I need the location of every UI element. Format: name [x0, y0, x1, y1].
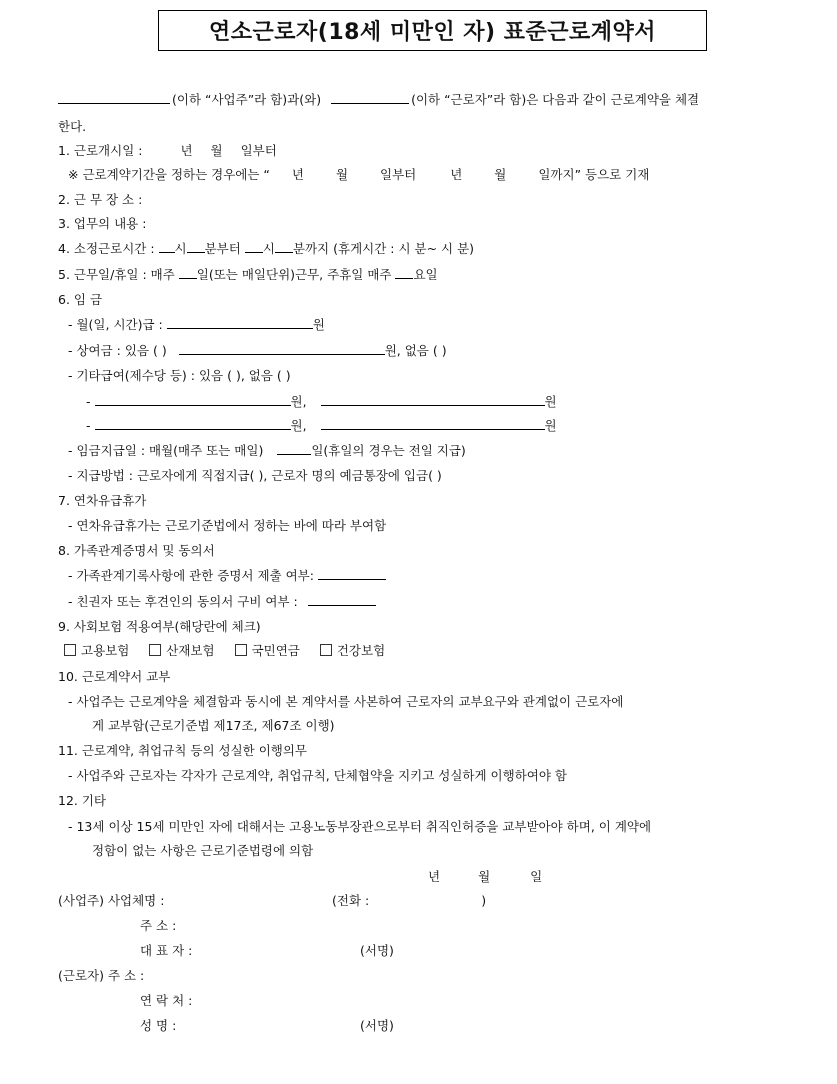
note-from: 일부터: [380, 167, 417, 182]
month-label: 월: [210, 143, 223, 158]
section-11-text: - 사업주와 근로자는 각자가 근로계약, 취업규칙, 단체협약을 지키고 성실하게 이행하여야 함: [68, 768, 567, 783]
intro-line-2: 한다.: [58, 119, 87, 134]
employer-name-label: (사업주) 사업체명 :: [58, 893, 165, 908]
national-pension-label: 국민연금: [251, 643, 300, 658]
section-1-note: [68, 165, 649, 183]
phone-close-paren: ): [481, 893, 487, 908]
section-9: 9. 사회보험 적용여부(해당란에 체크): [58, 619, 261, 634]
note-month-1: 월: [335, 167, 349, 182]
document-title: 연소근로자(18세 미만인 자) 표준근로계약서: [158, 10, 707, 51]
employer-blank[interactable]: [58, 91, 170, 104]
section-4: [58, 239, 474, 257]
date-month-label: 월: [478, 869, 491, 884]
pay-day-label: - 임금지급일 : 매월(매주 또는 매일): [68, 443, 264, 458]
section-10-text-1: - 사업주는 근로계약을 체결함과 동시에 본 계약서를 사본하여 근로자의 교부요구와 관계없이 근로자에: [68, 694, 624, 709]
section-7: 7. 연차유급휴가: [58, 493, 147, 508]
worker-address-label: (근로자) 주 소 :: [58, 968, 145, 983]
other-pay-blank-2[interactable]: [321, 393, 545, 406]
section-3: 3. 업무의 내용 :: [58, 216, 147, 231]
work-hours-label: 4. 소정근로시간 :: [58, 241, 155, 256]
hour-label-2: 시: [262, 241, 275, 256]
pay-method-row: - 지급방법 : 근로자에게 직접지급( ), 근로자 명의 예금통장에 입금( ): [68, 468, 442, 483]
family-cert-label: - 가족관계기록사항에 관한 증명서 제출 여부:: [68, 568, 314, 583]
bonus-row: [68, 341, 447, 359]
dash-1: -: [86, 394, 91, 409]
family-cert-row: [68, 566, 386, 584]
section-10-text-2: 게 교부함(근로기준법 제17조, 제67조 이행): [92, 718, 335, 733]
section-8: 8. 가족관계증명서 및 동의서: [58, 543, 215, 558]
contract-date: [428, 867, 542, 885]
health-insurance-label: 건강보험: [336, 643, 386, 658]
consent-label: - 친권자 또는 후견인의 동의서 구비 여부 :: [68, 594, 298, 609]
worker-name-label: 성 명 :: [140, 1018, 177, 1033]
won-1: 원: [544, 394, 557, 409]
other-pay-blank-4[interactable]: [321, 417, 545, 430]
section-1: [58, 141, 277, 159]
note-year-1: 년: [291, 167, 304, 182]
pay-day-row: [68, 441, 466, 459]
end-minute-blank[interactable]: [275, 240, 293, 253]
won-label: 원: [312, 317, 325, 332]
minute-from-label: 분부터: [204, 241, 241, 256]
day-label: 일부터: [240, 143, 277, 158]
employer-name-row: [58, 891, 164, 909]
intro-worker-text: (이하 “근로자”라 함)은 다음과 같이 근로계약을 체결: [411, 92, 700, 107]
checkbox-health-insurance[interactable]: [320, 643, 385, 658]
section-7-text: - 연차유급휴가는 근로기준법에서 정하는 바에 따라 부여함: [68, 518, 387, 533]
other-pay-blank-1[interactable]: [95, 393, 291, 406]
section-2: 2. 근 무 장 소 :: [58, 192, 143, 207]
won-comma-2: 원,: [290, 418, 307, 433]
start-date-label: 1. 근로개시일 :: [58, 143, 143, 158]
section-12: 12. 기타: [58, 793, 107, 808]
section-5: [58, 265, 438, 283]
note-year-2: 년: [450, 167, 463, 182]
other-pay-blank-3[interactable]: [95, 417, 291, 430]
pay-day-text: 일(휴일의 경우는 전일 지급): [311, 443, 466, 458]
note-prefix: ※ 근로계약기간을 정하는 경우에는 “: [68, 167, 270, 182]
won-comma-1: 원,: [290, 394, 307, 409]
break-time-text: (휴게시간 : 시 분~ 시 분): [333, 241, 475, 256]
other-pay-row: - 기타급여(제수당 등) : 있음 ( ), 없음 ( ): [68, 368, 291, 383]
bonus-amount-blank[interactable]: [179, 342, 385, 355]
won-2: 원: [544, 418, 557, 433]
monthly-wage-label: - 월(일, 시간)급 :: [68, 317, 163, 332]
employer-signature: (서명): [360, 943, 394, 958]
section-12-text-2: 정함이 없는 사항은 근로기준법령에 의함: [92, 843, 314, 858]
end-hour-blank[interactable]: [245, 240, 263, 253]
dash-2: -: [86, 418, 91, 433]
note-until: 일까지” 등으로 기재: [538, 167, 650, 182]
hour-label: 시: [174, 241, 187, 256]
industrial-insurance-label: 산재보험: [166, 643, 215, 658]
checkbox-icon[interactable]: [64, 644, 76, 656]
employer-rep-label: 대 표 자 :: [140, 943, 193, 958]
section-12-text-1: - 13세 이상 15세 미만인 자에 대해서는 고용노동부장관으로부터 취직인허증을 교부받아야 하며, 이 계약에: [68, 819, 652, 834]
section-11: 11. 근로계약, 취업규칙 등의 성실한 이행의무: [58, 743, 307, 758]
consent-blank[interactable]: [308, 593, 376, 606]
date-day-label: 일: [530, 869, 543, 884]
employment-insurance-label: 고용보험: [81, 643, 130, 658]
section-10: 10. 근로계약서 교부: [58, 669, 171, 684]
employer-address-label: 주 소 :: [140, 918, 177, 933]
section-6: 6. 임 금: [58, 292, 103, 307]
bonus-label: - 상여금 : 있음 ( ): [68, 343, 167, 358]
checkbox-employment-insurance[interactable]: [64, 643, 129, 658]
year-label: 년: [180, 143, 193, 158]
consent-row: [68, 592, 376, 610]
start-minute-blank[interactable]: [187, 240, 205, 253]
worker-blank[interactable]: [331, 91, 409, 104]
worker-contact-label: 연 락 처 :: [140, 993, 193, 1008]
monthly-wage-blank[interactable]: [167, 316, 313, 329]
family-cert-blank[interactable]: [318, 567, 386, 580]
checkbox-icon[interactable]: [235, 644, 247, 656]
other-pay-line-1: [86, 392, 557, 410]
workdays-blank[interactable]: [179, 266, 197, 279]
workdays-label: 5. 근무일/휴일 : 매주: [58, 267, 175, 282]
date-year-label: 년: [428, 869, 441, 884]
employer-phone-label: (전화 :: [332, 893, 370, 908]
worker-signature: (서명): [360, 1018, 394, 1033]
monthly-wage-row: [68, 315, 325, 333]
minute-until-label: 분까지: [292, 241, 330, 256]
bonus-none-text: 원, 없음 ( ): [384, 343, 447, 358]
workdays-text: 일(또는 매일단위)근무, 주휴일 매주: [196, 267, 392, 282]
checkbox-national-pension[interactable]: [235, 643, 300, 658]
weekday-label: 요일: [413, 267, 438, 282]
employer-phone-row: [332, 891, 486, 909]
checkbox-industrial-insurance[interactable]: [149, 643, 214, 658]
checkbox-icon[interactable]: [320, 644, 332, 656]
note-month-2: 월: [494, 167, 507, 182]
other-pay-line-2: [86, 416, 557, 434]
checkbox-icon[interactable]: [149, 644, 161, 656]
intro-employer-text: (이하 “사업주”라 함)과(와): [172, 92, 322, 107]
start-hour-blank[interactable]: [159, 240, 175, 253]
pay-day-blank[interactable]: [277, 442, 311, 455]
weekly-holiday-blank[interactable]: [395, 266, 413, 279]
insurance-checkboxes: [64, 641, 385, 659]
intro-line-1: [58, 90, 699, 108]
